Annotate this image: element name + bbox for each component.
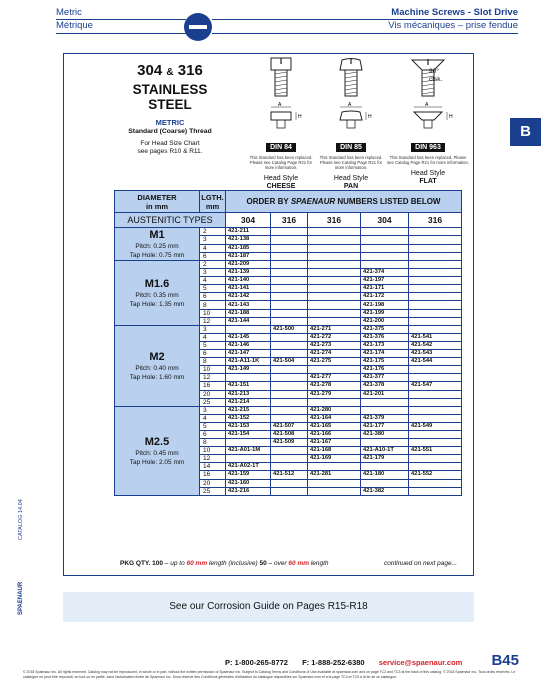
part-number-cell [409,244,462,252]
tap-hole-label: Tap Hole: 1.35 mm [129,300,185,308]
part-number-cell [308,293,361,301]
tap-hole-label: Tap Hole: 1.60 mm [129,373,185,381]
part-number-cell [271,406,308,414]
part-number-cell [308,317,361,325]
type-316: 316 [409,213,462,228]
part-number-cell [308,309,361,317]
part-number-cell: 421-153 [226,422,271,430]
part-number-cell [308,487,361,495]
table-row [115,228,462,236]
part-number-cell: 421-512 [271,471,308,479]
part-number-cell: 421-278 [308,382,361,390]
part-number-cell: 421-180 [361,471,409,479]
part-number-cell: 421-152 [226,414,271,422]
part-number-cell: 421-138 [226,236,271,244]
part-number-cell [409,406,462,414]
header-rule [212,33,518,34]
part-number-cell: 421-377 [361,374,409,382]
part-number-cell: 421-213 [226,390,271,398]
header-right-en: Machine Screws - Slot Drive [391,7,518,18]
table-header-row [115,191,462,213]
din-note: This Standard has been replaced. Please see Catalog Page R21 for more information. [319,155,383,170]
part-number-cell [361,244,409,252]
part-number-cell: 421-549 [409,422,462,430]
part-number-cell: 421-271 [308,325,361,333]
part-number-cell: 421-160 [226,479,271,487]
part-number-cell [361,236,409,244]
part-number-cell: 421-140 [226,277,271,285]
part-number-cell: 421-509 [271,439,308,447]
part-number-cell [271,301,308,309]
pan-screw-icon [326,56,376,136]
length-cell: 2 [200,261,226,269]
part-number-cell [271,414,308,422]
length-cell: 3 [200,325,226,333]
part-number-cell: 421-197 [361,277,409,285]
part-number-cell [409,374,462,382]
diameter-cell [115,228,200,261]
size-label: M2 [149,350,165,363]
part-number-cell: 421-380 [361,430,409,438]
svg-text:A: A [348,102,352,108]
part-number-cell: 421-167 [308,439,361,447]
part-number-cell: 421-375 [361,325,409,333]
size-label: M1 [149,229,165,241]
part-number-cell [271,285,308,293]
svg-text:A: A [425,102,429,108]
part-number-cell: 421-277 [308,374,361,382]
part-number-cell [271,244,308,252]
part-number-cell [409,277,462,285]
diameter-cell [115,261,200,326]
part-number-cell: 421-211 [226,228,271,236]
part-number-cell: 421-500 [271,325,308,333]
head-pan [318,56,384,191]
part-number-cell [271,382,308,390]
part-number-cell [308,277,361,285]
length-cell: 12 [200,374,226,382]
length-cell: 2 [200,228,226,236]
part-number-cell [308,228,361,236]
part-number-cell [409,455,462,463]
part-number-cell: 421-200 [361,317,409,325]
grade-heading: 304 & 316 [137,62,203,79]
part-number-cell [271,309,308,317]
type-304: 304 [226,213,271,228]
part-number-cell [361,463,409,471]
part-number-cell: 421-504 [271,358,308,366]
head-style-name: FLAT [419,178,437,185]
part-number-cell [361,479,409,487]
length-cell: 10 [200,366,226,374]
part-number-cell: 421-A10-1T [361,447,409,455]
part-number-cell: 421-187 [226,252,271,260]
part-number-cell [271,455,308,463]
part-number-cell [271,487,308,495]
part-number-cell: 421-215 [226,406,271,414]
part-number-cell [409,317,462,325]
part-number-cell [409,463,462,471]
footer-contacts [225,658,474,667]
part-number-cell: 421-144 [226,317,271,325]
part-number-cell [409,252,462,260]
length-cell: 4 [200,333,226,341]
part-number-cell [409,285,462,293]
part-number-cell [409,414,462,422]
part-number-cell: 421-507 [271,422,308,430]
part-number-cell: 421-382 [361,487,409,495]
head-style-label: Head Style [333,175,369,182]
part-number-cell [361,228,409,236]
part-number-cell: 421-179 [361,455,409,463]
length-cell: 5 [200,422,226,430]
tap-hole-label: Tap Hole: 0.75 mm [129,252,185,259]
part-number-cell [409,293,462,301]
length-cell: 12 [200,455,226,463]
copyright: © 2018 Spaenaur Inc. All rights reserved. Catalog may not be reproduced, in whole or in part, without the written permission of Spaenaur Inc. Subject to Catalog Terms and Conditions of Use available at spaenaur.com and on page TC2 and TC3 at the back of this catalog. © 2018 Spaenaur Inc. Tous droits réservés. Le catalogue ne peut être reproduit, en tout ou en partie, sans l'autorisation écrite de Spaenaur Inc. Sous réserve des Conditions générales d'utilisation du catalogue disponibles sur Spaenaur.com et à la page TC4 et TC5 à la fin de ce catalogue. [23,670,516,679]
part-number-cell: 421-151 [226,382,271,390]
part-number-cell: 421-552 [409,471,462,479]
part-number-cell [271,236,308,244]
part-number-cell: 421-198 [361,301,409,309]
tap-hole-label: Tap Hole: 2.05 mm [129,458,185,466]
part-number-cell: 421-176 [361,366,409,374]
part-number-cell [271,252,308,260]
length-cell: 10 [200,309,226,317]
part-number-cell [409,479,462,487]
size-label: M2.5 [144,435,170,448]
part-number-cell: 421-272 [308,333,361,341]
part-number-cell [361,261,409,269]
part-number-cell: 421-149 [226,366,271,374]
part-number-cell: 421-147 [226,350,271,358]
part-number-cell [361,406,409,414]
length-cell: 8 [200,439,226,447]
din-note: This Standard has been replaced. Please see Catalog Page R21 for more information. [387,155,469,165]
section-tab[interactable]: B [510,118,541,146]
part-number-cell [308,463,361,471]
austenitic-row [115,213,462,228]
head-flat [386,56,470,186]
table-row [115,261,462,269]
type-304: 304 [361,213,409,228]
part-number-cell [409,309,462,317]
length-cell: 5 [200,285,226,293]
part-number-cell [271,293,308,301]
length-cell: 3 [200,269,226,277]
length-cell: 4 [200,277,226,285]
material-line2: STEEL [148,97,192,112]
part-number-cell: 421-201 [361,390,409,398]
svg-text:H: H [298,114,302,120]
length-cell: 8 [200,301,226,309]
part-number-cell [361,252,409,260]
header-rule [212,19,518,20]
part-number-cell [409,390,462,398]
part-number-cell: 421-168 [308,447,361,455]
length-cell: 25 [200,487,226,495]
length-header: LGTH. mm [201,192,224,211]
part-number-cell: 421-171 [361,285,409,293]
head-size-note: For Head Size Chart see pages R10 & R11. [137,140,203,155]
countersink-angle: 90° ctsk. [429,68,443,83]
part-number-cell [308,236,361,244]
package-quantity: PKG QTY. 100 – up to 60 mm length (inclusive) 50 – over 60 mm length [120,560,329,567]
part-number-cell [308,479,361,487]
svg-text:A: A [278,102,282,108]
part-number-cell [409,439,462,447]
part-number-cell: 421-547 [409,382,462,390]
part-number-cell [226,374,271,382]
email-link[interactable]: service@spaenaur.com [378,658,463,667]
part-number-cell [226,325,271,333]
header-left-fr: Métrique [56,20,93,31]
thread-label: Standard (Coarse) Thread [128,128,212,135]
part-number-cell: 421-A11-1K [226,358,271,366]
phone[interactable]: P: 1-800-265-8772 [225,658,288,667]
part-number-cell [409,398,462,406]
part-number-cell: 421-174 [361,350,409,358]
length-cell: 14 [200,463,226,471]
part-number-cell: 421-274 [308,350,361,358]
part-number-cell: 421-145 [226,333,271,341]
part-number-cell [271,447,308,455]
din-note: This Standard has been replaced. Please see Catalog Page R21 for more information. [249,155,313,170]
part-number-cell [409,236,462,244]
part-number-cell: 421-199 [361,309,409,317]
length-cell: 20 [200,479,226,487]
part-number-cell: 421-166 [308,430,361,438]
length-cell: 6 [200,293,226,301]
part-number-cell [409,301,462,309]
part-number-cell [361,439,409,447]
part-number-cell: 421-146 [226,341,271,349]
part-number-cell [308,301,361,309]
length-cell: 5 [200,341,226,349]
part-number-cell: 421-374 [361,269,409,277]
part-number-cell [409,430,462,438]
flat-screw-icon [398,56,458,136]
length-cell: 10 [200,447,226,455]
part-number-cell [271,317,308,325]
part-number-cell: 421-275 [308,358,361,366]
part-number-cell [271,341,308,349]
part-number-cell [226,455,271,463]
header-left-en: Metric [56,7,82,18]
table-row [115,325,462,333]
part-number-cell: 421-541 [409,333,462,341]
cheese-screw-icon [256,56,306,136]
din-label: DIN 84 [266,143,296,152]
order-header: ORDER BY SPAENAUR NUMBERS LISTED BELOW [226,191,462,213]
diameter-cell [115,325,200,406]
part-number-cell [409,261,462,269]
part-number-cell: 421-177 [361,422,409,430]
length-cell: 16 [200,382,226,390]
part-number-cell [271,269,308,277]
diameter-cell [115,406,200,495]
part-number-cell: 421-A01-1M [226,447,271,455]
corrosion-guide-banner[interactable]: See our Corrosion Guide on Pages R15-R18 [63,592,474,622]
svg-text:H: H [449,114,453,120]
continued-note: continued on next page... [384,560,458,567]
part-number-cell [271,390,308,398]
part-number-cell: 421-214 [226,398,271,406]
product-title [118,62,222,156]
pitch-label: Pitch: 0.25 mm [135,243,179,250]
part-number-cell [409,487,462,495]
part-number-cell [308,398,361,406]
part-number-cell [409,325,462,333]
part-number-cell [409,228,462,236]
type-316: 316 [308,213,361,228]
part-number-cell: 421-543 [409,350,462,358]
length-cell: 4 [200,244,226,252]
type-316: 316 [271,213,308,228]
part-number-cell: 421-142 [226,293,271,301]
part-number-cell: 421-378 [361,382,409,390]
length-cell: 25 [200,398,226,406]
part-number-cell: 421-551 [409,447,462,455]
part-number-cell: 421-139 [226,269,271,277]
pitch-label: Pitch: 0.45 mm [135,449,179,457]
part-number-cell [361,398,409,406]
catalog-version: CATALOG 14.04 [18,499,24,540]
part-number-cell [271,350,308,358]
metric-label: METRIC [155,118,185,127]
size-label: M1.6 [144,277,170,290]
length-cell: 6 [200,350,226,358]
part-number-cell: 421-154 [226,430,271,438]
part-number-cell [271,366,308,374]
table-row [115,406,462,414]
part-number-cell: 421-281 [308,471,361,479]
page-number: B45 [491,652,519,669]
part-number-cell [308,252,361,260]
part-number-cell: 421-273 [308,341,361,349]
header-rule [56,19,186,20]
part-number-cell [409,269,462,277]
part-number-cell: 421-376 [361,333,409,341]
header-right-fr: Vis mécaniques – prise fendue [388,20,518,31]
length-cell: 6 [200,430,226,438]
din-label: DIN 963 [411,143,445,152]
part-number-cell: 421-379 [361,414,409,422]
part-number-cell [271,398,308,406]
part-number-cell: 421-141 [226,285,271,293]
part-number-cell: 421-188 [226,309,271,317]
part-number-cell [308,244,361,252]
part-number-cell: 421-159 [226,471,271,479]
pitch-label: Pitch: 0.35 mm [135,291,179,299]
head-style-label: Head Style [410,170,446,177]
part-number-cell: 421-172 [361,293,409,301]
length-cell: 20 [200,390,226,398]
head-style-label: Head Style [263,175,299,182]
length-cell: 4 [200,414,226,422]
part-number-cell [308,285,361,293]
part-number-cell [271,333,308,341]
part-number-cell: 421-169 [308,455,361,463]
diameter-header: DIAMETER in mm [115,191,200,213]
part-number-cell [409,366,462,374]
length-cell: 12 [200,317,226,325]
part-number-cell: 421-175 [361,358,409,366]
head-style-name: CHEESE [266,183,296,190]
part-number-cell [308,366,361,374]
part-number-cell [271,479,308,487]
part-number-cell [271,463,308,471]
part-number-cell [308,269,361,277]
head-style-name: PAN [343,183,359,190]
head-cheese [248,56,314,191]
length-cell: 3 [200,236,226,244]
part-number-cell [271,374,308,382]
part-number-cell [308,261,361,269]
svg-text:H: H [368,114,372,120]
part-number-cell: 421-508 [271,430,308,438]
part-number-cell [271,228,308,236]
din-label: DIN 85 [336,143,366,152]
part-number-cell: 421-216 [226,487,271,495]
part-number-table [114,190,462,496]
part-number-cell: 421-165 [308,422,361,430]
part-number-cell: 421-542 [409,341,462,349]
part-number-cell [271,261,308,269]
part-number-cell [226,439,271,447]
length-cell: 3 [200,406,226,414]
part-number-cell: 421-173 [361,341,409,349]
part-number-cell: 421-185 [226,244,271,252]
header-rule [56,33,186,34]
slot-drive-icon [184,13,212,41]
part-number-cell [271,277,308,285]
part-number-cell: 421-209 [226,261,271,269]
part-number-cell: 421-A02-1T [226,463,271,471]
part-number-cell: 421-279 [308,390,361,398]
austenitic-label: AUSTENITIC TYPES [115,213,226,228]
brand-logo: SPAENAUR [18,581,24,615]
part-number-cell: 421-164 [308,414,361,422]
pitch-label: Pitch: 0.40 mm [135,364,179,372]
length-cell: 16 [200,471,226,479]
part-number-cell: 421-143 [226,301,271,309]
fax: F: 1-888-252-6380 [302,658,365,667]
length-cell: 8 [200,358,226,366]
part-number-cell: 421-544 [409,358,462,366]
length-cell: 6 [200,252,226,260]
part-number-cell: 421-280 [308,406,361,414]
material-line1: STAINLESS [132,82,208,97]
